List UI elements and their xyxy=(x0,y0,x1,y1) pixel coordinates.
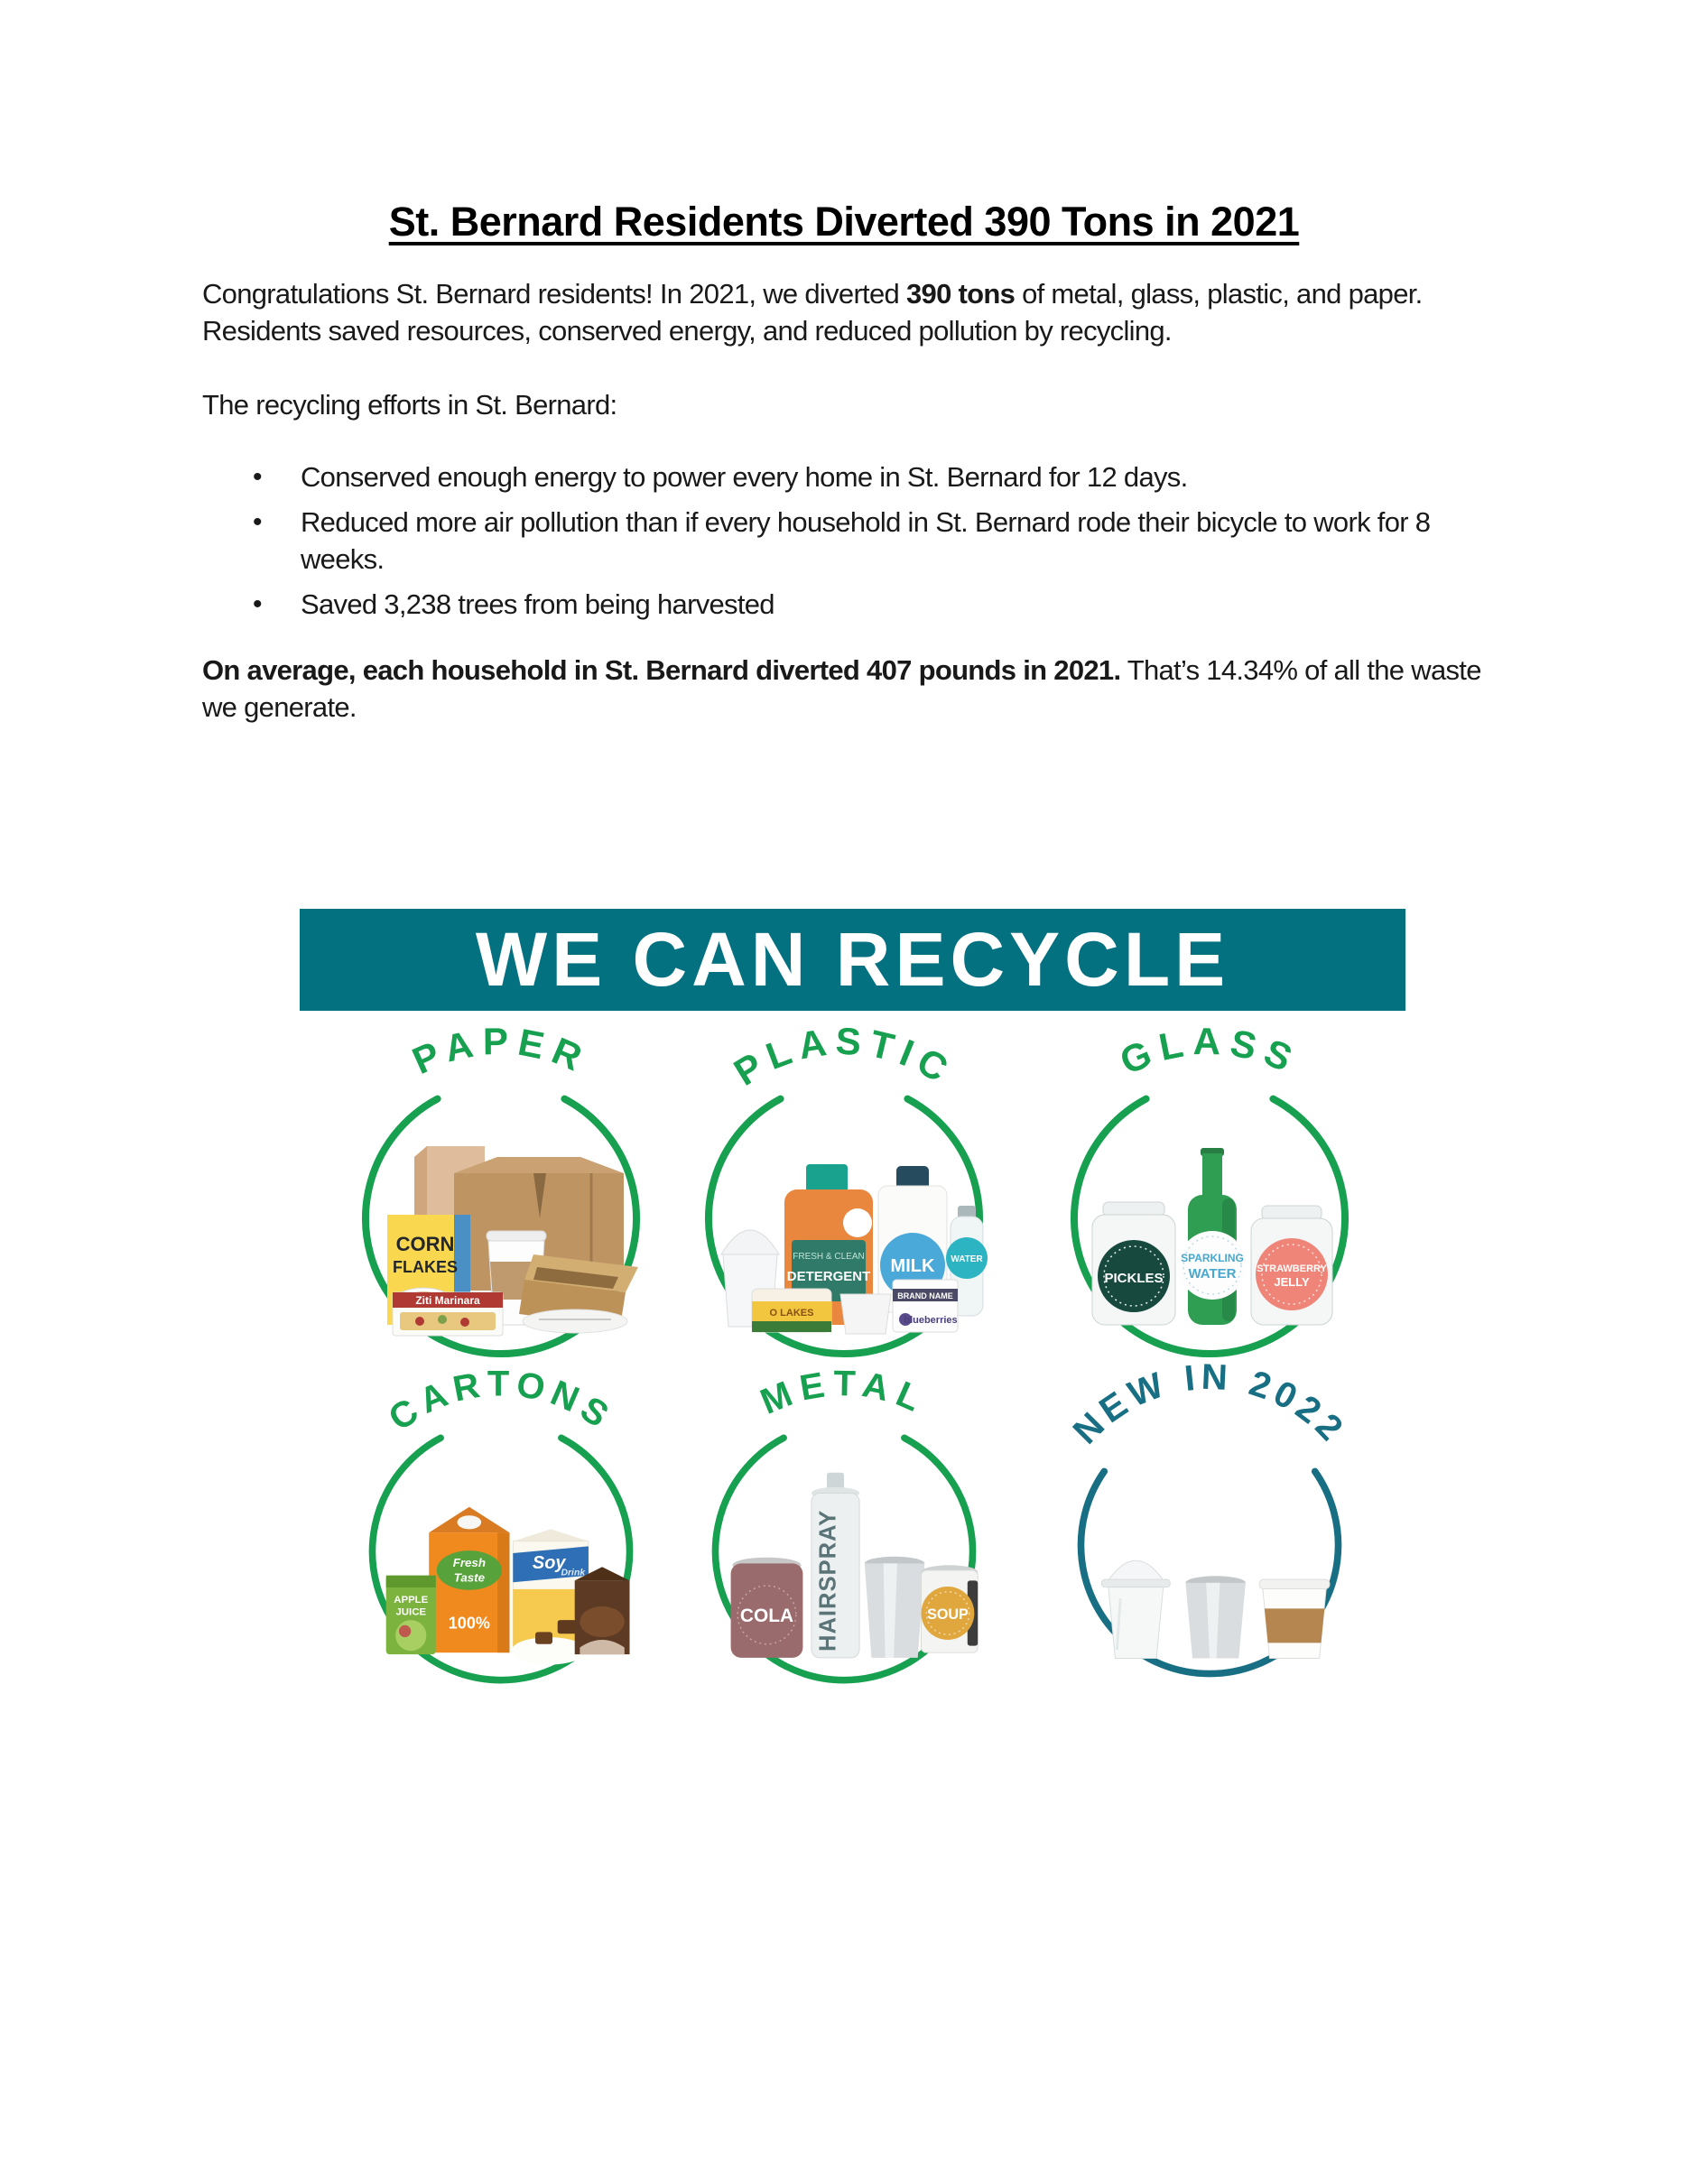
intro-text-bold: 390 tons xyxy=(905,278,1016,310)
category-paper-graphic xyxy=(320,1022,682,1365)
oj-label-3: 100% xyxy=(448,1614,490,1633)
plastic-products-image xyxy=(721,1164,988,1334)
efforts-bullet-list xyxy=(202,458,1493,631)
glass-label-text: GLASS xyxy=(1113,1022,1306,1083)
new-2022-label-text: NEW IN 2022 xyxy=(1065,1358,1354,1452)
sparkling-water-label-1: SPARKLING xyxy=(1181,1252,1244,1264)
sparkling-water-label-2: WATER xyxy=(1188,1266,1237,1282)
glass-label xyxy=(1114,1022,1306,1083)
jelly-label-1: STRAWBERRY xyxy=(1257,1263,1327,1274)
summary-text-rest: That’s 14.34% of all the waste we generate. xyxy=(202,654,1481,723)
category-plastic-graphic xyxy=(663,1022,1025,1365)
jelly-label-2: JELLY xyxy=(1274,1275,1310,1289)
pickles-label: PICKLES xyxy=(1104,1271,1164,1286)
metal-label xyxy=(755,1365,933,1422)
detergent-label-2: DETERGENT xyxy=(786,1269,871,1284)
category-cartons xyxy=(329,1365,672,1690)
intro-paragraph xyxy=(202,275,1493,349)
soy-label-2: Drink xyxy=(561,1568,586,1578)
oj-label-1: Fresh xyxy=(452,1556,486,1570)
yogurt-brand-label: BRAND NAME xyxy=(897,1291,953,1300)
glass-products-image xyxy=(1092,1148,1332,1325)
bullet-pollution: • Reduced more air pollution than if every household in St. Bernard rode their bicycle to work for 8 weeks. xyxy=(202,504,1493,578)
soup-label: SOUP xyxy=(927,1606,969,1624)
corn-flakes-label-1: CORN xyxy=(395,1233,455,1255)
category-new-2022 xyxy=(1038,1358,1381,1684)
milk-label: MILK xyxy=(890,1256,935,1276)
oj-label-2: Taste xyxy=(453,1570,485,1585)
intro-text-pre: Congratulations St. Bernard residents! In 2021, we diverted xyxy=(202,278,906,310)
bullet-energy: • Conserved enough energy to power every home in St. Bernard for 12 days. xyxy=(202,458,1493,495)
efforts-heading: The recycling efforts in St. Bernard: xyxy=(202,389,617,421)
category-metal xyxy=(672,1365,1016,1690)
recycle-banner xyxy=(300,909,1405,1011)
ziti-marinara-label: Ziti Marinara xyxy=(415,1294,480,1307)
cola-label: COLA xyxy=(739,1606,794,1626)
metal-products-image xyxy=(731,1473,978,1658)
category-paper xyxy=(320,1022,682,1365)
new-2022-products-image xyxy=(1101,1560,1330,1658)
apple-juice-label-2: JUICE xyxy=(395,1606,427,1618)
page-title: St. Bernard Residents Diverted 390 Tons in 2021 xyxy=(388,199,1300,245)
category-new-2022-graphic xyxy=(1038,1358,1381,1684)
category-metal-graphic xyxy=(672,1365,1016,1690)
category-cartons-graphic xyxy=(329,1365,672,1690)
paper-label-text: PAPER xyxy=(405,1022,596,1083)
new-2022-label xyxy=(1066,1358,1354,1452)
soy-label-1: Soy xyxy=(532,1553,566,1574)
intro-text-post: of metal, glass, plastic, and paper. Residents saved resources, conserved energy, and reduced pollution by recycling. xyxy=(202,278,1423,347)
detergent-label-1: FRESH & CLEAN xyxy=(793,1252,865,1262)
plastic-label-text: PLASTIC xyxy=(726,1022,961,1094)
summary-text-bold: On average, each household in St. Bernard diverted 407 pounds in 2021. xyxy=(202,654,1121,686)
water-bottle-label: WATER xyxy=(951,1254,983,1264)
summary-paragraph xyxy=(202,652,1493,726)
category-glass xyxy=(1029,1022,1390,1365)
metal-label-text: METAL xyxy=(755,1365,934,1423)
plastic-label xyxy=(727,1022,961,1094)
paper-label xyxy=(406,1022,596,1082)
butter-tub-label: O LAKES xyxy=(769,1308,814,1319)
category-glass-graphic xyxy=(1029,1022,1390,1365)
yogurt-flavor-label: blueberries xyxy=(904,1315,958,1326)
paper-products-image xyxy=(387,1146,638,1336)
cartons-products-image xyxy=(386,1507,630,1665)
category-plastic xyxy=(663,1022,1025,1365)
apple-juice-label-1: APPLE xyxy=(394,1595,429,1606)
recycle-banner-title: WE CAN RECYCLE xyxy=(475,917,1230,1002)
corn-flakes-label-2: FLAKES xyxy=(393,1258,458,1276)
cartons-label xyxy=(382,1365,620,1439)
hairspray-label: HAIRSPRAY xyxy=(815,1509,841,1652)
bullet-trees: • Saved 3,238 trees from being harvested xyxy=(202,586,1493,623)
cartons-label-text: CARTONS xyxy=(381,1365,621,1439)
